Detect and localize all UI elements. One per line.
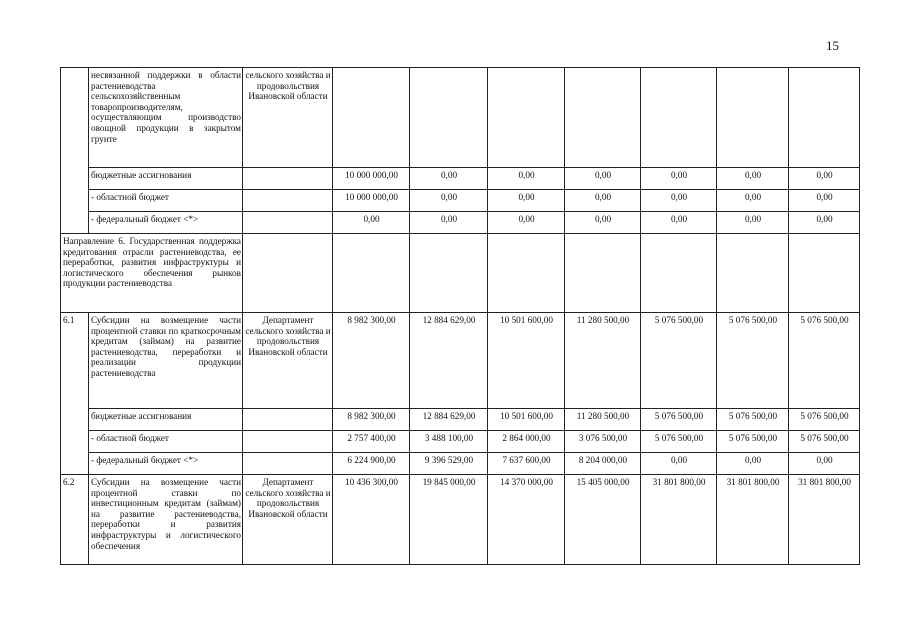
continued-measure-row (61, 68, 860, 168)
row-number-cell: 6.2 (61, 475, 89, 565)
funding-label: - федеральный бюджет <*> (89, 453, 243, 475)
value-cell: 0,00 (717, 168, 789, 190)
value-cell: 12 884 629,00 (410, 409, 488, 431)
value-cell (410, 234, 488, 313)
value-cell: 5 076 500,00 (641, 409, 717, 431)
value-cell: 0,00 (789, 190, 860, 212)
value-cell: 0,00 (410, 212, 488, 234)
value-cell: 12 884 629,00 (410, 313, 488, 409)
value-cell (641, 234, 717, 313)
measure-description: несвязанной поддержки в области растениеводства сельскохозяйственным товаропроизводителям, осуществляющим производство овощной продукции в закрытом грунте (89, 68, 243, 168)
funding-label: - областной бюджет (89, 431, 243, 453)
value-cell (565, 68, 641, 168)
executor-cell (243, 168, 333, 190)
direction-title: Направление 6. Государственная поддержка кредитования отрасли растениеводства, ее переработки, развития инфраструктуры и логистического обеспечения рынков продукции растениеводства (61, 234, 243, 313)
value-cell: 5 076 500,00 (717, 409, 789, 431)
measure-row-6-1 (61, 313, 860, 409)
value-cell: 14 370 000,00 (488, 475, 565, 565)
value-cell (717, 234, 789, 313)
value-cell: 0,00 (410, 190, 488, 212)
value-cell: 10 000 000,00 (333, 190, 410, 212)
value-cell: 0,00 (488, 190, 565, 212)
executor-cell: Департамент сельского хозяйства и продовольствия Ивановской области (243, 475, 333, 565)
value-cell: 0,00 (488, 168, 565, 190)
value-cell (641, 68, 717, 168)
value-cell: 0,00 (789, 212, 860, 234)
value-cell: 7 637 600,00 (488, 453, 565, 475)
funding-row (61, 431, 860, 453)
value-cell: 0,00 (488, 212, 565, 234)
value-cell: 0,00 (641, 168, 717, 190)
value-cell (789, 68, 860, 168)
funding-label: бюджетные ассигнования (89, 168, 243, 190)
measure-description: Субсидии на возмещение части процентной ставки по краткосрочным кредитам (займам) на развитие растениеводства, переработки и реализации продукции растениеводства (89, 313, 243, 409)
value-cell: 31 801 800,00 (789, 475, 860, 565)
executor-cell (243, 212, 333, 234)
value-cell: 0,00 (789, 168, 860, 190)
funding-row (61, 409, 860, 431)
page-number: 15 (826, 38, 839, 53)
value-cell: 31 801 800,00 (717, 475, 789, 565)
value-cell: 0,00 (565, 212, 641, 234)
executor-cell (243, 453, 333, 475)
value-cell: 5 076 500,00 (789, 409, 860, 431)
executor-cell: сельского хозяйства и продовольствия Ивановской области (243, 68, 333, 168)
value-cell: 11 280 500,00 (565, 313, 641, 409)
funding-label: бюджетные ассигнования (89, 409, 243, 431)
value-cell: 0,00 (641, 212, 717, 234)
direction-row (61, 234, 860, 313)
value-cell: 5 076 500,00 (641, 313, 717, 409)
value-cell (717, 68, 789, 168)
value-cell (333, 68, 410, 168)
value-cell: 10 501 600,00 (488, 313, 565, 409)
value-cell: 8 204 000,00 (565, 453, 641, 475)
value-cell: 19 845 000,00 (410, 475, 488, 565)
executor-cell (243, 409, 333, 431)
value-cell (488, 234, 565, 313)
value-cell (488, 68, 565, 168)
value-cell: 11 280 500,00 (565, 409, 641, 431)
value-cell: 0,00 (789, 453, 860, 475)
value-cell: 0,00 (565, 168, 641, 190)
value-cell: 0,00 (641, 453, 717, 475)
measure-description: Субсидии на возмещение части процентной ставки по инвестиционным кредитам (займам) на развитие растениеводства, переработки и развития инфраструктуры и логистического обеспечения (89, 475, 243, 565)
executor-cell: Департамент сельского хозяйства и продовольствия Ивановской области (243, 313, 333, 409)
row-number-cell (61, 68, 89, 234)
value-cell: 0,00 (565, 190, 641, 212)
value-cell: 5 076 500,00 (789, 313, 860, 409)
value-cell: 0,00 (717, 453, 789, 475)
funding-row (61, 168, 860, 190)
executor-cell (243, 234, 333, 313)
value-cell: 5 076 500,00 (717, 431, 789, 453)
budget-table (60, 67, 860, 565)
value-cell: 31 801 800,00 (641, 475, 717, 565)
funding-row (61, 190, 860, 212)
value-cell: 10 436 300,00 (333, 475, 410, 565)
value-cell: 3 076 500,00 (565, 431, 641, 453)
value-cell: 0,00 (641, 190, 717, 212)
value-cell (565, 234, 641, 313)
value-cell: 10 501 600,00 (488, 409, 565, 431)
value-cell: 6 224 900,00 (333, 453, 410, 475)
value-cell: 3 488 100,00 (410, 431, 488, 453)
funding-row (61, 453, 860, 475)
funding-label: - областной бюджет (89, 190, 243, 212)
value-cell: 8 982 300,00 (333, 313, 410, 409)
value-cell (410, 68, 488, 168)
measure-row-6-2 (61, 475, 860, 565)
value-cell: 15 405 000,00 (565, 475, 641, 565)
executor-cell (243, 431, 333, 453)
value-cell: 8 982 300,00 (333, 409, 410, 431)
funding-label: - федеральный бюджет <*> (89, 212, 243, 234)
value-cell (789, 234, 860, 313)
value-cell: 2 757 400,00 (333, 431, 410, 453)
value-cell: 0,00 (717, 212, 789, 234)
value-cell: 5 076 500,00 (789, 431, 860, 453)
value-cell: 2 864 000,00 (488, 431, 565, 453)
value-cell: 0,00 (333, 212, 410, 234)
value-cell: 9 396 529,00 (410, 453, 488, 475)
value-cell: 10 000 000,00 (333, 168, 410, 190)
value-cell: 0,00 (410, 168, 488, 190)
value-cell: 5 076 500,00 (641, 431, 717, 453)
row-number-cell: 6.1 (61, 313, 89, 475)
executor-cell (243, 190, 333, 212)
value-cell (333, 234, 410, 313)
value-cell: 0,00 (717, 190, 789, 212)
funding-row (61, 212, 860, 234)
value-cell: 5 076 500,00 (717, 313, 789, 409)
